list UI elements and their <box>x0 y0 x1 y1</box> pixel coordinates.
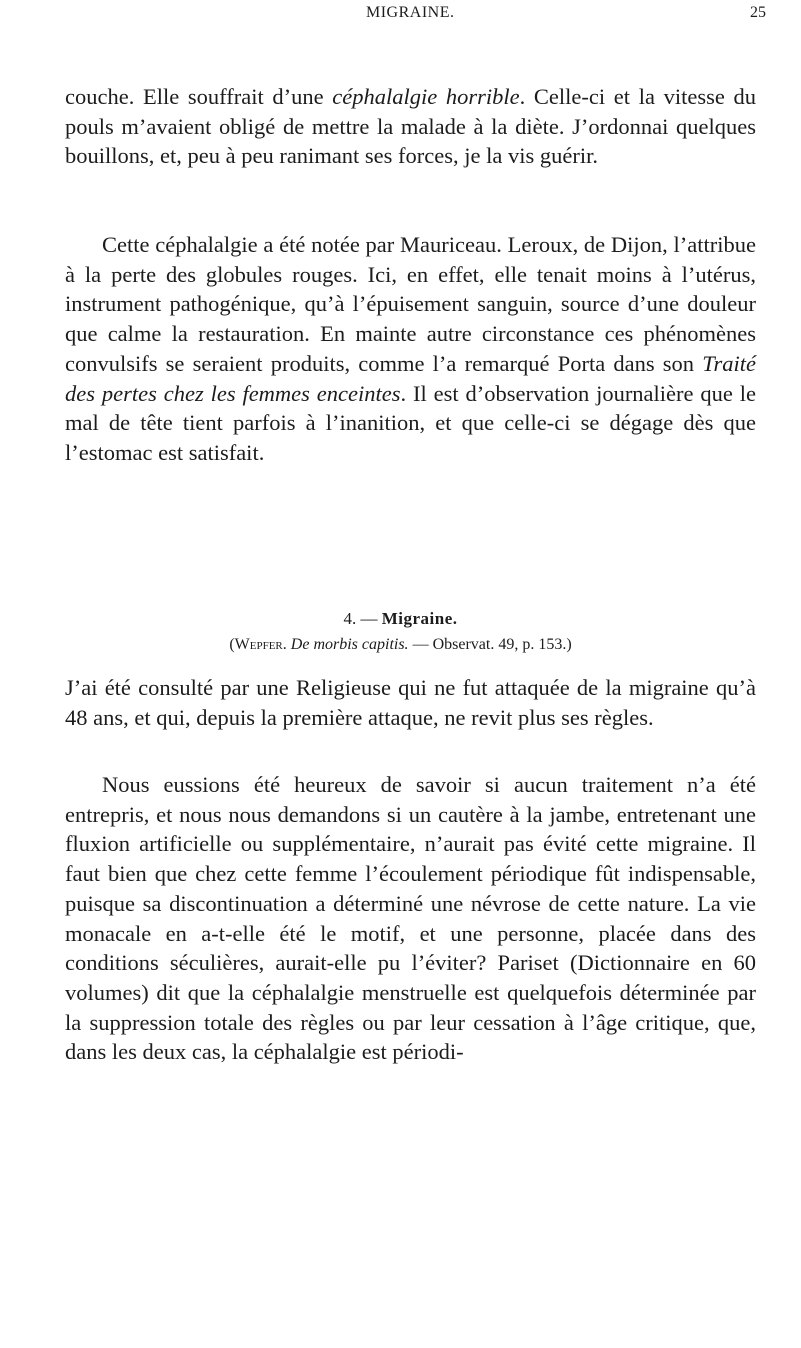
section-dash: — <box>356 609 382 628</box>
paragraph-1-text-a: couche. Elle souffrait d’une <box>65 84 333 109</box>
running-head <box>0 4 801 26</box>
section-number: 4. <box>343 609 357 628</box>
paragraph-2-text-c: . Il est d’observation journalière que le mal de tête tient parfois à l’inanition, et que celle-ci se dégage dès que l’estomac est satisfait. <box>65 380 756 465</box>
paragraph-1-italic: céphalalgie horrible <box>332 84 520 109</box>
page-number: 25 <box>750 4 766 21</box>
running-title: MIGRAINE. <box>366 4 455 21</box>
citation-author: Wepfer. <box>234 636 287 653</box>
paragraph-2 <box>65 230 756 468</box>
citation-rest: — Observat. 49, p. 153.) <box>408 636 572 653</box>
paragraph-4-text: Nous eussions été heureux de savoir si aucun traitement n’a été entrepris, et nous nous demandons si un cautère à la jambe, entretenant une fluxion artificielle ou supplémentaire, n’aurait pas évité cette migraine. Il faut bien que chez cette femme l’écoulement périodique fût indispensable, puisque sa discontinuation a déterminé une névrose de cette nature. La vie monacale en a-t-elle été le motif, et une personne, placée dans des conditions séculières, aurait-elle pu l’éviter? Pariset (Dictionnaire en 60 volumes) dit que la céphalalgie menstruelle est quelquefois déterminée par la suppression totale des règles ou par leur cessation à l’âge critique, que, dans les deux cas, la céphalalgie est périodi- <box>65 772 756 1065</box>
section-heading <box>0 609 801 629</box>
paragraph-3-text: J’ai été consulté par une Religieuse qui ne fut attaquée de la migraine qu’à 48 ans, et qui, depuis la première attaque, ne revit plus ses règles. <box>65 675 756 730</box>
paragraph-1-text-c: . Celle-ci et la vitesse du pouls m’avaient obligé de mettre la malade à la diète. J’ordonnai quelques bouillons, et, peu à peu ranimant ses forces, je la vis guérir. <box>65 84 756 169</box>
citation-work: De morbis capitis. <box>290 636 409 653</box>
citation <box>0 636 801 654</box>
paragraph-2-italic: Traité des pertes chez les femmes enceintes <box>65 350 756 406</box>
section-title: Migraine. <box>381 609 458 628</box>
paragraph-1 <box>65 82 756 171</box>
paragraph-3 <box>65 673 756 732</box>
citation-open: ( <box>229 636 235 653</box>
paragraph-4 <box>65 770 756 1067</box>
paragraph-2-text-a: Cette céphalalgie a été notée par Mauriceau. Leroux, de Dijon, l’attribue à la perte des globules rouges. Ici, en effet, elle tenait moins à l’utérus, instrument pathogénique, qu’à l’épuisement sanguin, source d’une douleur que calme la restauration. En mainte autre circonstance ces phénomènes convulsifs se seraient produits, comme l’a remarqué Porta dans son <box>65 232 756 376</box>
